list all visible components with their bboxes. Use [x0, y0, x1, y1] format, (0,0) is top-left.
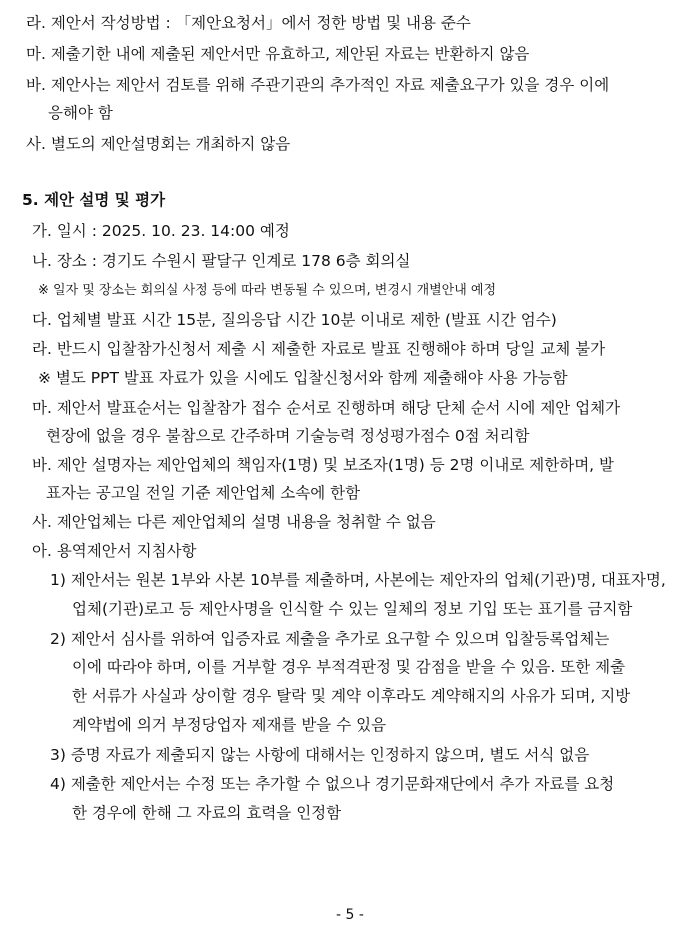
note-schedule-change: ※ 일자 및 장소는 회의실 사정 등에 따라 변동될 수 있으며, 변경시 개별안내 예정: [38, 283, 497, 298]
note-ppt: ※ 별도 PPT 발표 자료가 있을 시에도 입찰신청서와 함께 제출해야 사용 가능함: [38, 369, 568, 387]
page-number: - 5 -: [336, 907, 364, 923]
line-venue: 나. 장소 : 경기도 수원시 팔달구 인계로 178 6층 회의실: [32, 252, 411, 270]
line-guidelines-heading: 아. 용역제안서 지침사항: [32, 542, 197, 560]
line-submitted-materials: 라. 반드시 입찰참가신청서 제출 시 제출한 자료로 발표 진행해야 하며 당일 교체 불가: [32, 340, 606, 358]
item-ra-proposal-method: 라. 제안서 작성방법 : 「제안요청서」에서 정한 방법 및 내용 준수: [26, 14, 471, 32]
guideline-2-line4: 계약법에 의거 부정당업자 제재를 받을 수 있음: [72, 716, 387, 734]
guideline-1-line1: 1) 제안서는 원본 1부와 사본 10부를 제출하며, 사본에는 제안자의 업체(기관)명, 대표자명,: [50, 571, 666, 589]
guideline-2-line2: 이에 따라야 하며, 이를 거부할 경우 부적격판정 및 감점을 받을 수 있음. 또한 제출: [72, 658, 626, 676]
guideline-1-line2: 업체(기관)로고 등 제안사명을 인식할 수 있는 일체의 정보 기입 또는 표기를 금지함: [72, 600, 633, 618]
line-no-listening: 사. 제안업체는 다른 제안업체의 설명 내용을 청취할 수 없음: [32, 513, 436, 531]
guideline-2-line1: 2) 제안서 심사를 위하여 입증자료 제출을 추가로 요구할 수 있으며 입찰등록업체는: [50, 630, 610, 648]
line-presenter-2: 표자는 공고일 전일 기준 제안업체 소속에 한함: [46, 484, 361, 502]
guideline-3: 3) 증명 자료가 제출되지 않는 사항에 대해서는 인정하지 않으며, 별도 서식 없음: [50, 746, 590, 764]
line-presentation-time: 다. 업체별 발표 시간 15분, 질의응답 시간 10분 이내로 제한 (발표 시간 엄수): [32, 311, 557, 329]
line-order-1: 마. 제안서 발표순서는 입찰참가 접수 순서로 진행하며 해당 단체 순서 시에 제안 업체가: [32, 399, 621, 417]
item-sa-no-briefing: 사. 별도의 제안설명회는 개최하지 않음: [26, 135, 291, 153]
item-ba-additional-data-line2: 응해야 함: [48, 104, 113, 122]
line-presenter-1: 바. 제안 설명자는 제안업체의 책임자(1명) 및 보조자(1명) 등 2명 이내로 제한하며, 발: [32, 456, 614, 474]
guideline-2-line3: 한 서류가 사실과 상이할 경우 탈락 및 계약 이후라도 계약해지의 사유가 되며, 지방: [72, 687, 631, 705]
line-order-2: 현장에 없을 경우 불참으로 간주하며 기술능력 정성평가점수 0점 처리함: [46, 427, 530, 445]
item-ba-additional-data-line1: 바. 제안사는 제안서 검토를 위해 주관기관의 추가적인 자료 제출요구가 있을 경우 이에: [26, 76, 610, 94]
line-date: 가. 일시 : 2025. 10. 23. 14:00 예정: [32, 222, 290, 240]
guideline-4-line2: 한 경우에 한해 그 자료의 효력을 인정함: [72, 804, 342, 822]
section-heading: 5. 제안 설명 및 평가: [22, 191, 166, 209]
item-ma-submission-deadline: 마. 제출기한 내에 제출된 제안서만 유효하고, 제안된 자료는 반환하지 않음: [26, 45, 530, 63]
guideline-4-line1: 4) 제출한 제안서는 수정 또는 추가할 수 없으나 경기문화재단에서 추가 자료를 요청: [50, 775, 615, 793]
